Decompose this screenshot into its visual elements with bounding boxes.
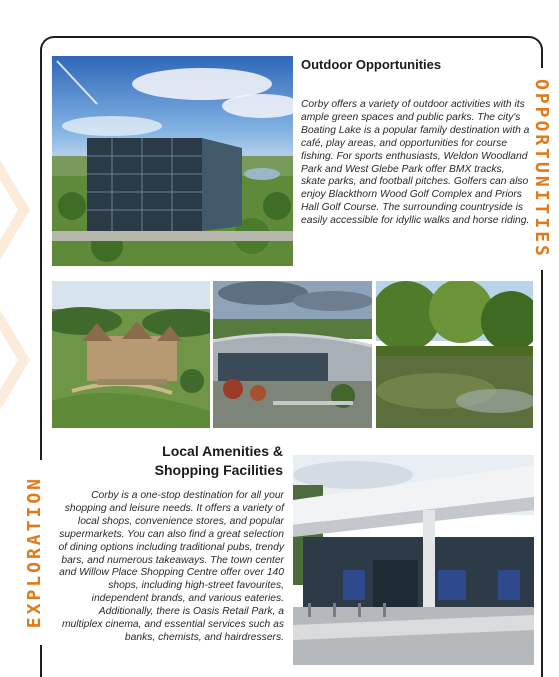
background-chevron-top: [0, 150, 40, 270]
outdoor-title: Outdoor Opportunities: [301, 57, 442, 72]
side-label-exploration: EXPLORATION: [24, 460, 46, 645]
side-label-opportunities: OPPORTUNITIES: [530, 68, 552, 270]
amenities-title: [60, 442, 283, 480]
amenities-title-line1: Local Amenities &: [162, 443, 283, 459]
photo-boating-lake: [376, 281, 533, 428]
photo-modern-leisure-building: [213, 281, 372, 428]
photo-glass-office-building: [52, 56, 293, 266]
amenities-title-line2: Shopping Facilities: [154, 462, 283, 478]
photo-historic-hall: [52, 281, 210, 428]
outdoor-body: Corby offers a variety of outdoor activities with its ample green spaces and public parks. The city's Boating Lake is a popular family destination with a café, play areas, and opportunities for course fishing. For sports enthusiasts, Weldon Woodland Park and West Glebe Park offer BMX tracks, skate parks, and football pitches. Golfers can also enjoy Blackthorn Wood Golf Complex and Priors Hall Golf Course. The surrounding countryside is easily accessible for idyllic walks and horse riding.: [301, 99, 530, 227]
background-chevron-bottom: [0, 300, 40, 420]
photo-shopping-centre-entrance: [293, 455, 534, 665]
amenities-body: Corby is a one-stop destination for all your shopping and leisure needs. It offers a variety of local shops, convenience stores, and popular supermarkets. You can also find a great selection of dining options including traditional pubs, trendy bars, and numerous takeaways. The town center and Willow Place Shopping Centre offer over 140 shops, including high-street favourites, independent brands, and various eateries. Additionally, there is Oasis Retail Park, a multiplex cinema, and essential services such as banks, chemists, and hairdressers.: [58, 490, 284, 643]
